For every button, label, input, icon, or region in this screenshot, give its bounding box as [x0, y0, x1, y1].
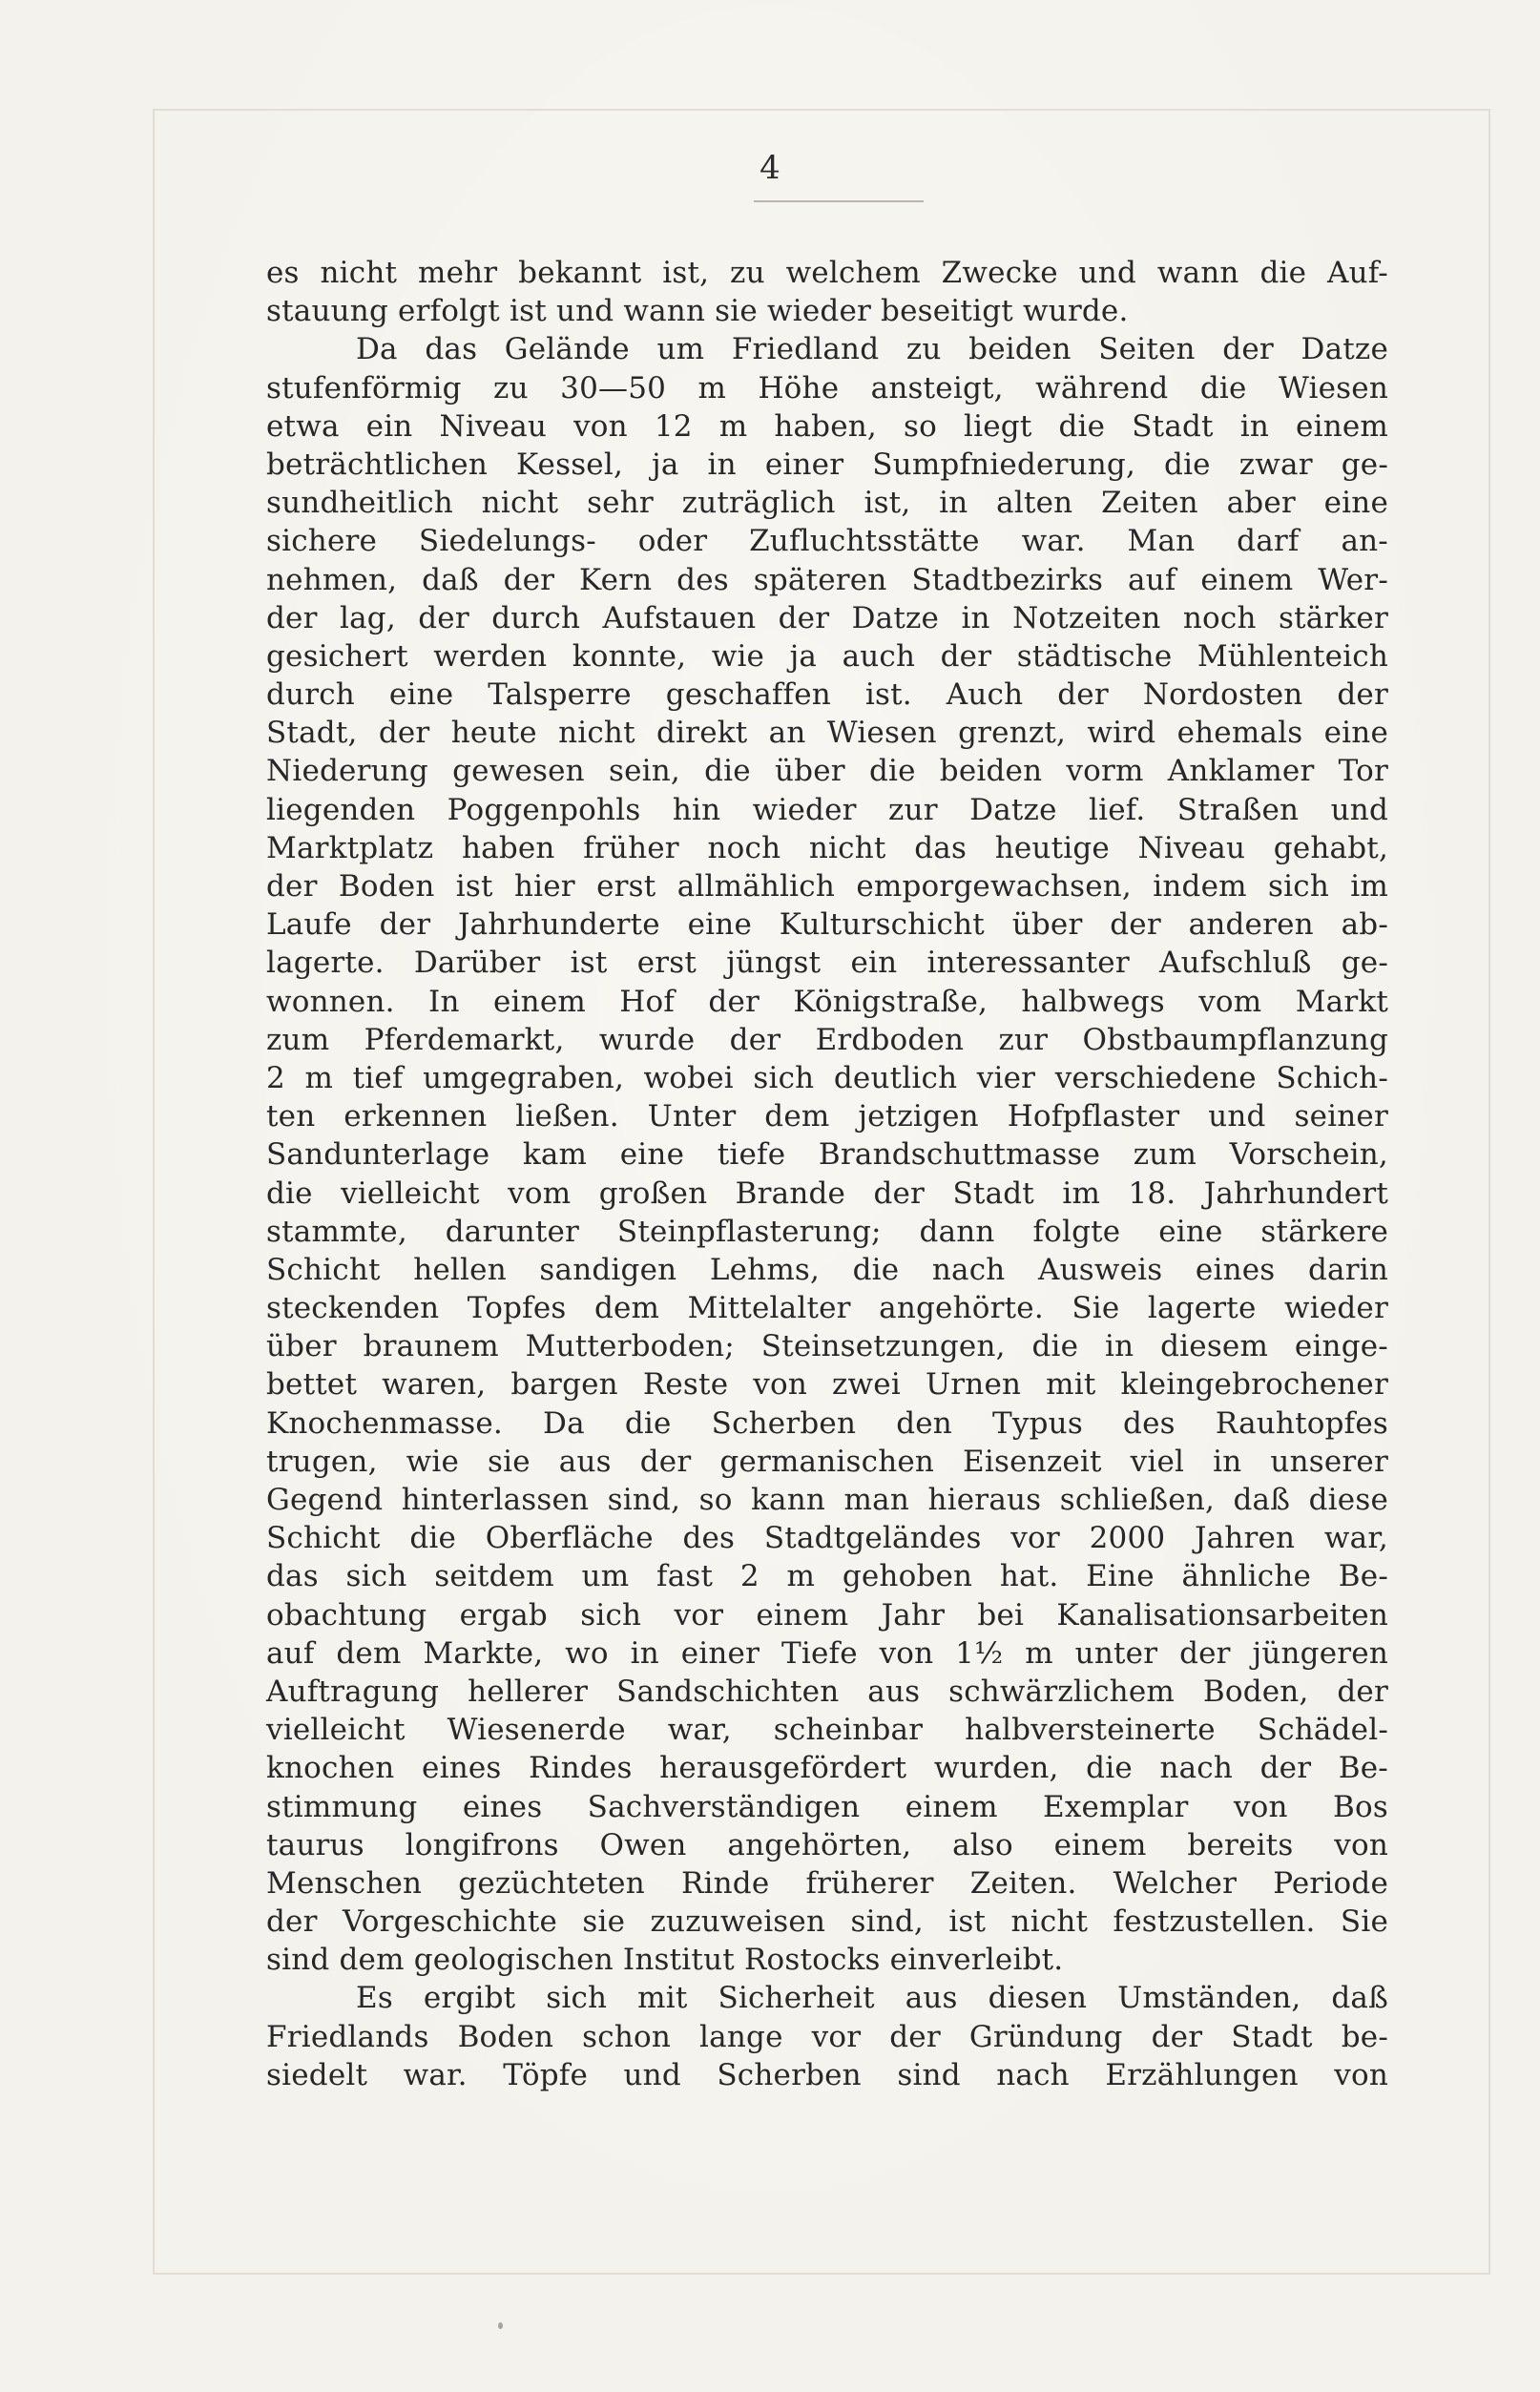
text-line: stimmung eines Sachverständigen einem Exemplar von Bos: [266, 1789, 1388, 1824]
text-line: zum Pferdemarkt, wurde der Erdboden zur Obstbaumpflanzung: [266, 1022, 1388, 1057]
text-line: das sich seitdem um fast 2 m gehoben hat. Eine ähnliche Be-: [266, 1559, 1388, 1594]
text-line: Stadt, der heute nicht direkt an Wiesen grenzt, wird ehemals eine: [266, 716, 1388, 751]
text-line: Knochenmasse. Da die Scherben den Typus des Rauhtopfes: [266, 1405, 1388, 1441]
text-line: trugen, wie sie aus der germanischen Eisenzeit viel in unserer: [266, 1444, 1388, 1479]
text-line: die vielleicht vom großen Brande der Stadt im 18. Jahrhundert: [266, 1175, 1388, 1211]
text-line: Menschen gezüchteten Rinde früherer Zeiten. Welcher Periode: [266, 1865, 1388, 1901]
text-line: bettet waren, bargen Reste von zwei Urnen mit kleingebrochener: [266, 1367, 1388, 1403]
text-line: ten erkennen ließen. Unter dem jetzigen Hofpflaster und seiner: [266, 1099, 1388, 1134]
text-line: Gegend hinterlassen sind, so kann man hieraus schließen, daß diese: [266, 1483, 1388, 1517]
text-line: Laufe der Jahrhunderte eine Kulturschicht über der anderen ab-: [266, 907, 1388, 943]
text-line: stauung erfolgt ist und wann sie wieder beseitigt wurde.: [266, 294, 1129, 329]
text-line: taurus longifrons Owen angehörten, also einem bereits von: [266, 1827, 1388, 1862]
text-line: beträchtlichen Kessel, ja in einer Sumpfniederung, die zwar ge-: [266, 447, 1388, 482]
text-line: es nicht mehr bekannt ist, zu welchem Zwecke und wann die Auf-: [266, 256, 1388, 290]
paper-speck: [498, 2322, 503, 2329]
text-line: Auftragung hellerer Sandschichten aus schwärzlichem Boden, der: [266, 1674, 1388, 1709]
text-line: vielleicht Wiesenerde war, scheinbar halbversteinerte Schädel-: [266, 1713, 1388, 1748]
text-line: liegenden Poggenpohls hin wieder zur Datze lief. Straßen und: [266, 792, 1388, 827]
text-line: sichere Siedelungs- oder Zufluchtsstätte war. Man darf an-: [266, 524, 1388, 559]
text-line: sundheitlich nicht sehr zuträglich ist, in alten Zeiten aber eine: [266, 486, 1388, 521]
header-rule: [754, 200, 924, 202]
text-line: stammte, darunter Steinpflasterung; dann folgte eine stärkere: [266, 1214, 1388, 1249]
text-line: auf dem Markte, wo in einer Tiefe von 1½ m unter der jüngeren: [266, 1635, 1388, 1671]
text-line: über braunem Mutterboden; Steinsetzungen, die in diesem einge-: [266, 1329, 1388, 1364]
text-line: Friedlands Boden schon lange vor der Gründung der Stadt be-: [266, 2019, 1388, 2054]
text-line: 2 m tief umgegraben, wobei sich deutlich vier verschiedene Schich-: [266, 1060, 1388, 1095]
text-line: Sandunterlage kam eine tiefe Brandschuttmasse zum Vorschein,: [266, 1137, 1388, 1173]
body-text: [266, 254, 1388, 2094]
text-line: Es ergibt sich mit Sicherheit aus diesen Umständen, daß: [356, 1981, 1388, 2016]
page-number: 4: [760, 149, 780, 187]
text-line: Schicht die Oberfläche des Stadtgeländes vor 2000 Jahren war,: [266, 1521, 1388, 1556]
text-line: stufenförmig zu 30—50 m Höhe ansteigt, während die Wiesen: [266, 370, 1388, 406]
text-line: Niederung gewesen sein, die über die beiden vorm Anklamer Tor: [266, 754, 1388, 789]
text-line: gesichert werden konnte, wie ja auch der städtische Mühlenteich: [266, 638, 1388, 674]
text-line: steckenden Topfes dem Mittelalter angehörte. Sie lagerte wieder: [266, 1291, 1388, 1326]
text-line: siedelt war. Töpfe und Scherben sind nach Erzählungen von: [266, 2057, 1388, 2092]
text-line: knochen eines Rindes herausgefördert wurden, die nach der Be-: [266, 1751, 1388, 1786]
text-line: wonnen. In einem Hof der Königstraße, halbwegs vom Markt: [266, 984, 1388, 1019]
text-line: sind dem geologischen Institut Rostocks einverleibt.: [266, 1943, 1064, 1978]
text-line: obachtung ergab sich vor einem Jahr bei Kanalisationsarbeiten: [266, 1597, 1388, 1633]
text-line: der Boden ist hier erst allmählich emporgewachsen, indem sich im: [266, 869, 1388, 904]
text-line: etwa ein Niveau von 12 m haben, so liegt die Stadt in einem: [266, 408, 1388, 444]
text-line: durch eine Talsperre geschaffen ist. Auch der Nordosten der: [266, 677, 1388, 713]
text-line: nehmen, daß der Kern des späteren Stadtbezirks auf einem Wer-: [266, 562, 1388, 597]
text-line: lagerte. Darüber ist erst jüngst ein interessanter Aufschluß ge-: [266, 946, 1388, 981]
text-line: der lag, der durch Aufstauen der Datze in Notzeiten noch stärker: [266, 600, 1388, 635]
text-line: Da das Gelände um Friedland zu beiden Seiten der Datze: [356, 332, 1388, 367]
text-line: Marktplatz haben früher noch nicht das heutige Niveau gehabt,: [266, 830, 1388, 865]
text-line: der Vorgeschichte sie zuzuweisen sind, ist nicht festzustellen. Sie: [266, 1904, 1388, 1940]
text-line: Schicht hellen sandigen Lehms, die nach Ausweis eines darin: [266, 1252, 1388, 1287]
